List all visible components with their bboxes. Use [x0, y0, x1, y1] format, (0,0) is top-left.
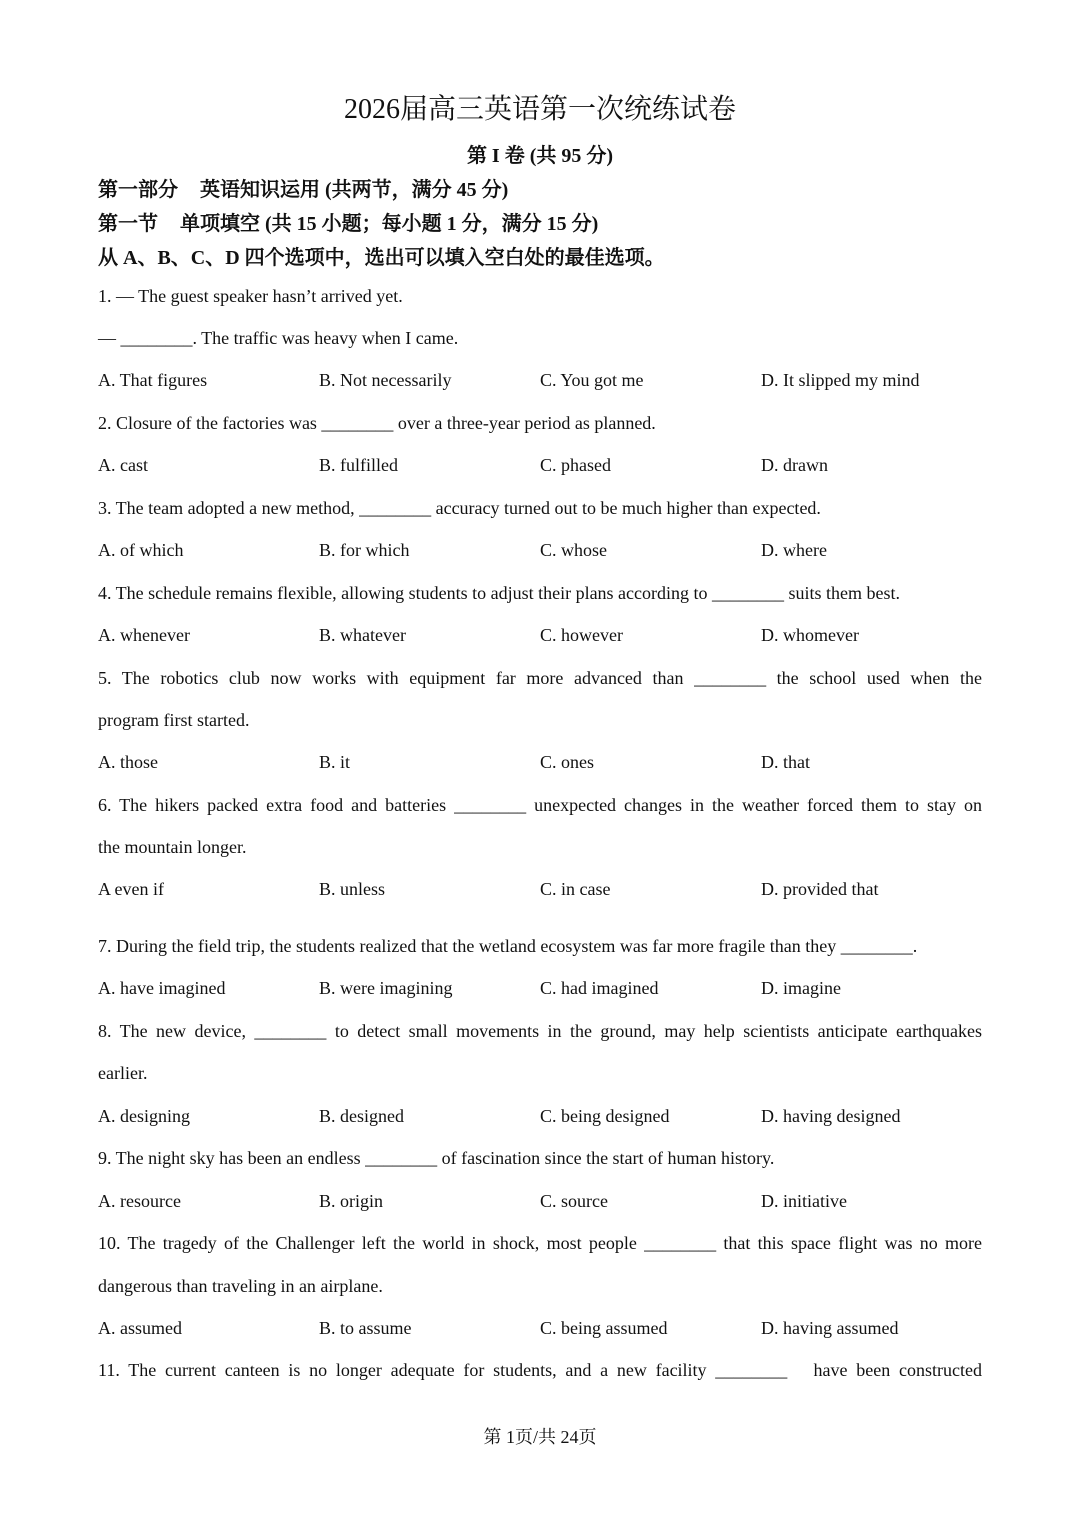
- instruction: 从 A、B、C、D 四个选项中，选出可以填入空白处的最佳选项。: [98, 247, 665, 269]
- question-6-option-c: C. in case: [540, 879, 611, 899]
- part-title: 英语知识运用 (共两节，满分 45 分): [200, 179, 509, 201]
- question-1-text-line2: — ________. The traffic was heavy when I came.: [98, 328, 459, 348]
- question-7-option-a: A. have imagined: [98, 978, 226, 998]
- question-7-option-d: D. imagine: [761, 978, 841, 998]
- question-7-option-c: C. had imagined: [540, 978, 659, 998]
- part-heading: [98, 176, 508, 204]
- question-5-text: [98, 666, 982, 690]
- question-5-option-a: A. those: [98, 752, 158, 772]
- section-heading: [98, 210, 598, 238]
- question-5-option-b: B. it: [319, 752, 351, 772]
- question-1-text: 1. — The guest speaker hasn’t arrived yet.: [98, 286, 403, 306]
- question-4-text: 4. The schedule remains flexible, allowing students to adjust their plans according to ________ suits them best.: [98, 583, 901, 603]
- question-11-text: [98, 1358, 982, 1382]
- question-3-option-a: A. of which: [98, 540, 184, 560]
- question-8-option-a: A. designing: [98, 1106, 190, 1126]
- question-1-option-b: B. Not necessarily: [319, 370, 452, 390]
- question-8-option-d: D. having designed: [761, 1106, 901, 1126]
- question-6-option-a: A even if: [98, 879, 164, 899]
- question-5-line1: 5. The robotics club now works with equipment far more advanced than ________ the school used when the: [98, 668, 982, 688]
- question-10-text-line2: dangerous than traveling in an airplane.: [98, 1276, 383, 1296]
- question-8-text: [98, 1019, 982, 1043]
- question-10-option-a: A. assumed: [98, 1318, 182, 1338]
- question-2-option-a: A. cast: [98, 455, 148, 475]
- question-6-text: [98, 793, 982, 817]
- question-6-text-line2: the mountain longer.: [98, 837, 247, 857]
- question-2-option-c: C. phased: [540, 455, 611, 475]
- question-2-option-b: B. fulfilled: [319, 455, 398, 475]
- question-2-text: 2. Closure of the factories was ________ over a three-year period as planned.: [98, 413, 656, 433]
- question-3-option-c: C. whose: [540, 540, 607, 560]
- section-title: 单项填空 (共 15 小题；每小题 1 分，满分 15 分): [180, 213, 599, 235]
- question-10-option-c: C. being assumed: [540, 1318, 668, 1338]
- question-4-option-c: C. however: [540, 625, 623, 645]
- question-10-option-b: B. to assume: [319, 1318, 412, 1338]
- part-number: 第一部分: [98, 179, 178, 201]
- question-1-option-d: D. It slipped my mind: [761, 370, 920, 390]
- question-5-option-d: D. that: [761, 752, 810, 772]
- question-7-option-b: B. were imagining: [319, 978, 453, 998]
- question-5-text-line2: program first started.: [98, 710, 250, 730]
- section-number: 第一节: [98, 213, 158, 235]
- question-8-option-b: B. designed: [319, 1106, 404, 1126]
- page-number: 第 1页/共 24页: [483, 1427, 597, 1447]
- question-10-option-d: D. having assumed: [761, 1318, 899, 1338]
- question-8-line1: 8. The new device, ________ to detect small movements in the ground, may help scientists anticipate earthquakes: [98, 1021, 982, 1041]
- question-5-option-c: C. ones: [540, 752, 594, 772]
- question-3-option-b: B. for which: [319, 540, 410, 560]
- question-6-line1: 6. The hikers packed extra food and batteries ________ unexpected changes in the weather forced them to stay on: [98, 795, 982, 815]
- question-7-text: 7. During the field trip, the students realized that the wetland ecosystem was far more fragile than they ________.: [98, 936, 918, 956]
- question-3-text: 3. The team adopted a new method, ________ accuracy turned out to be much higher than expected.: [98, 498, 821, 518]
- question-9-option-c: C. source: [540, 1191, 608, 1211]
- question-9-option-a: A. resource: [98, 1191, 181, 1211]
- question-4-option-b: B. whatever: [319, 625, 406, 645]
- question-9-text: 9. The night sky has been an endless ________ of fascination since the start of human history.: [98, 1148, 775, 1168]
- question-11-line1: 11. The current canteen is no longer adequate for students, and a new facility ________ have been constructed: [98, 1360, 982, 1380]
- question-8-option-c: C. being designed: [540, 1106, 670, 1126]
- question-10-text: [98, 1231, 982, 1255]
- question-3-option-d: D. where: [761, 540, 827, 560]
- question-8-text-line2: earlier.: [98, 1063, 148, 1083]
- question-9-option-b: B. origin: [319, 1191, 384, 1211]
- question-6-option-d: D. provided that: [761, 879, 879, 899]
- question-2-option-d: D. drawn: [761, 455, 828, 475]
- question-6-option-b: B. unless: [319, 879, 386, 899]
- question-4-option-a: A. whenever: [98, 625, 190, 645]
- question-4-option-d: D. whomever: [761, 625, 859, 645]
- question-1-option-a: A. That figures: [98, 370, 208, 390]
- question-10-line1: 10. The tragedy of the Challenger left the world in shock, most people ________ that this space flight was no more: [98, 1233, 982, 1253]
- exam-title: 2026届高三英语第一次统练试卷: [343, 94, 736, 125]
- question-1-option-c: C. You got me: [540, 370, 644, 390]
- volume-heading: 第 I 卷 (共 95 分): [466, 145, 614, 167]
- question-9-option-d: D. initiative: [761, 1191, 847, 1211]
